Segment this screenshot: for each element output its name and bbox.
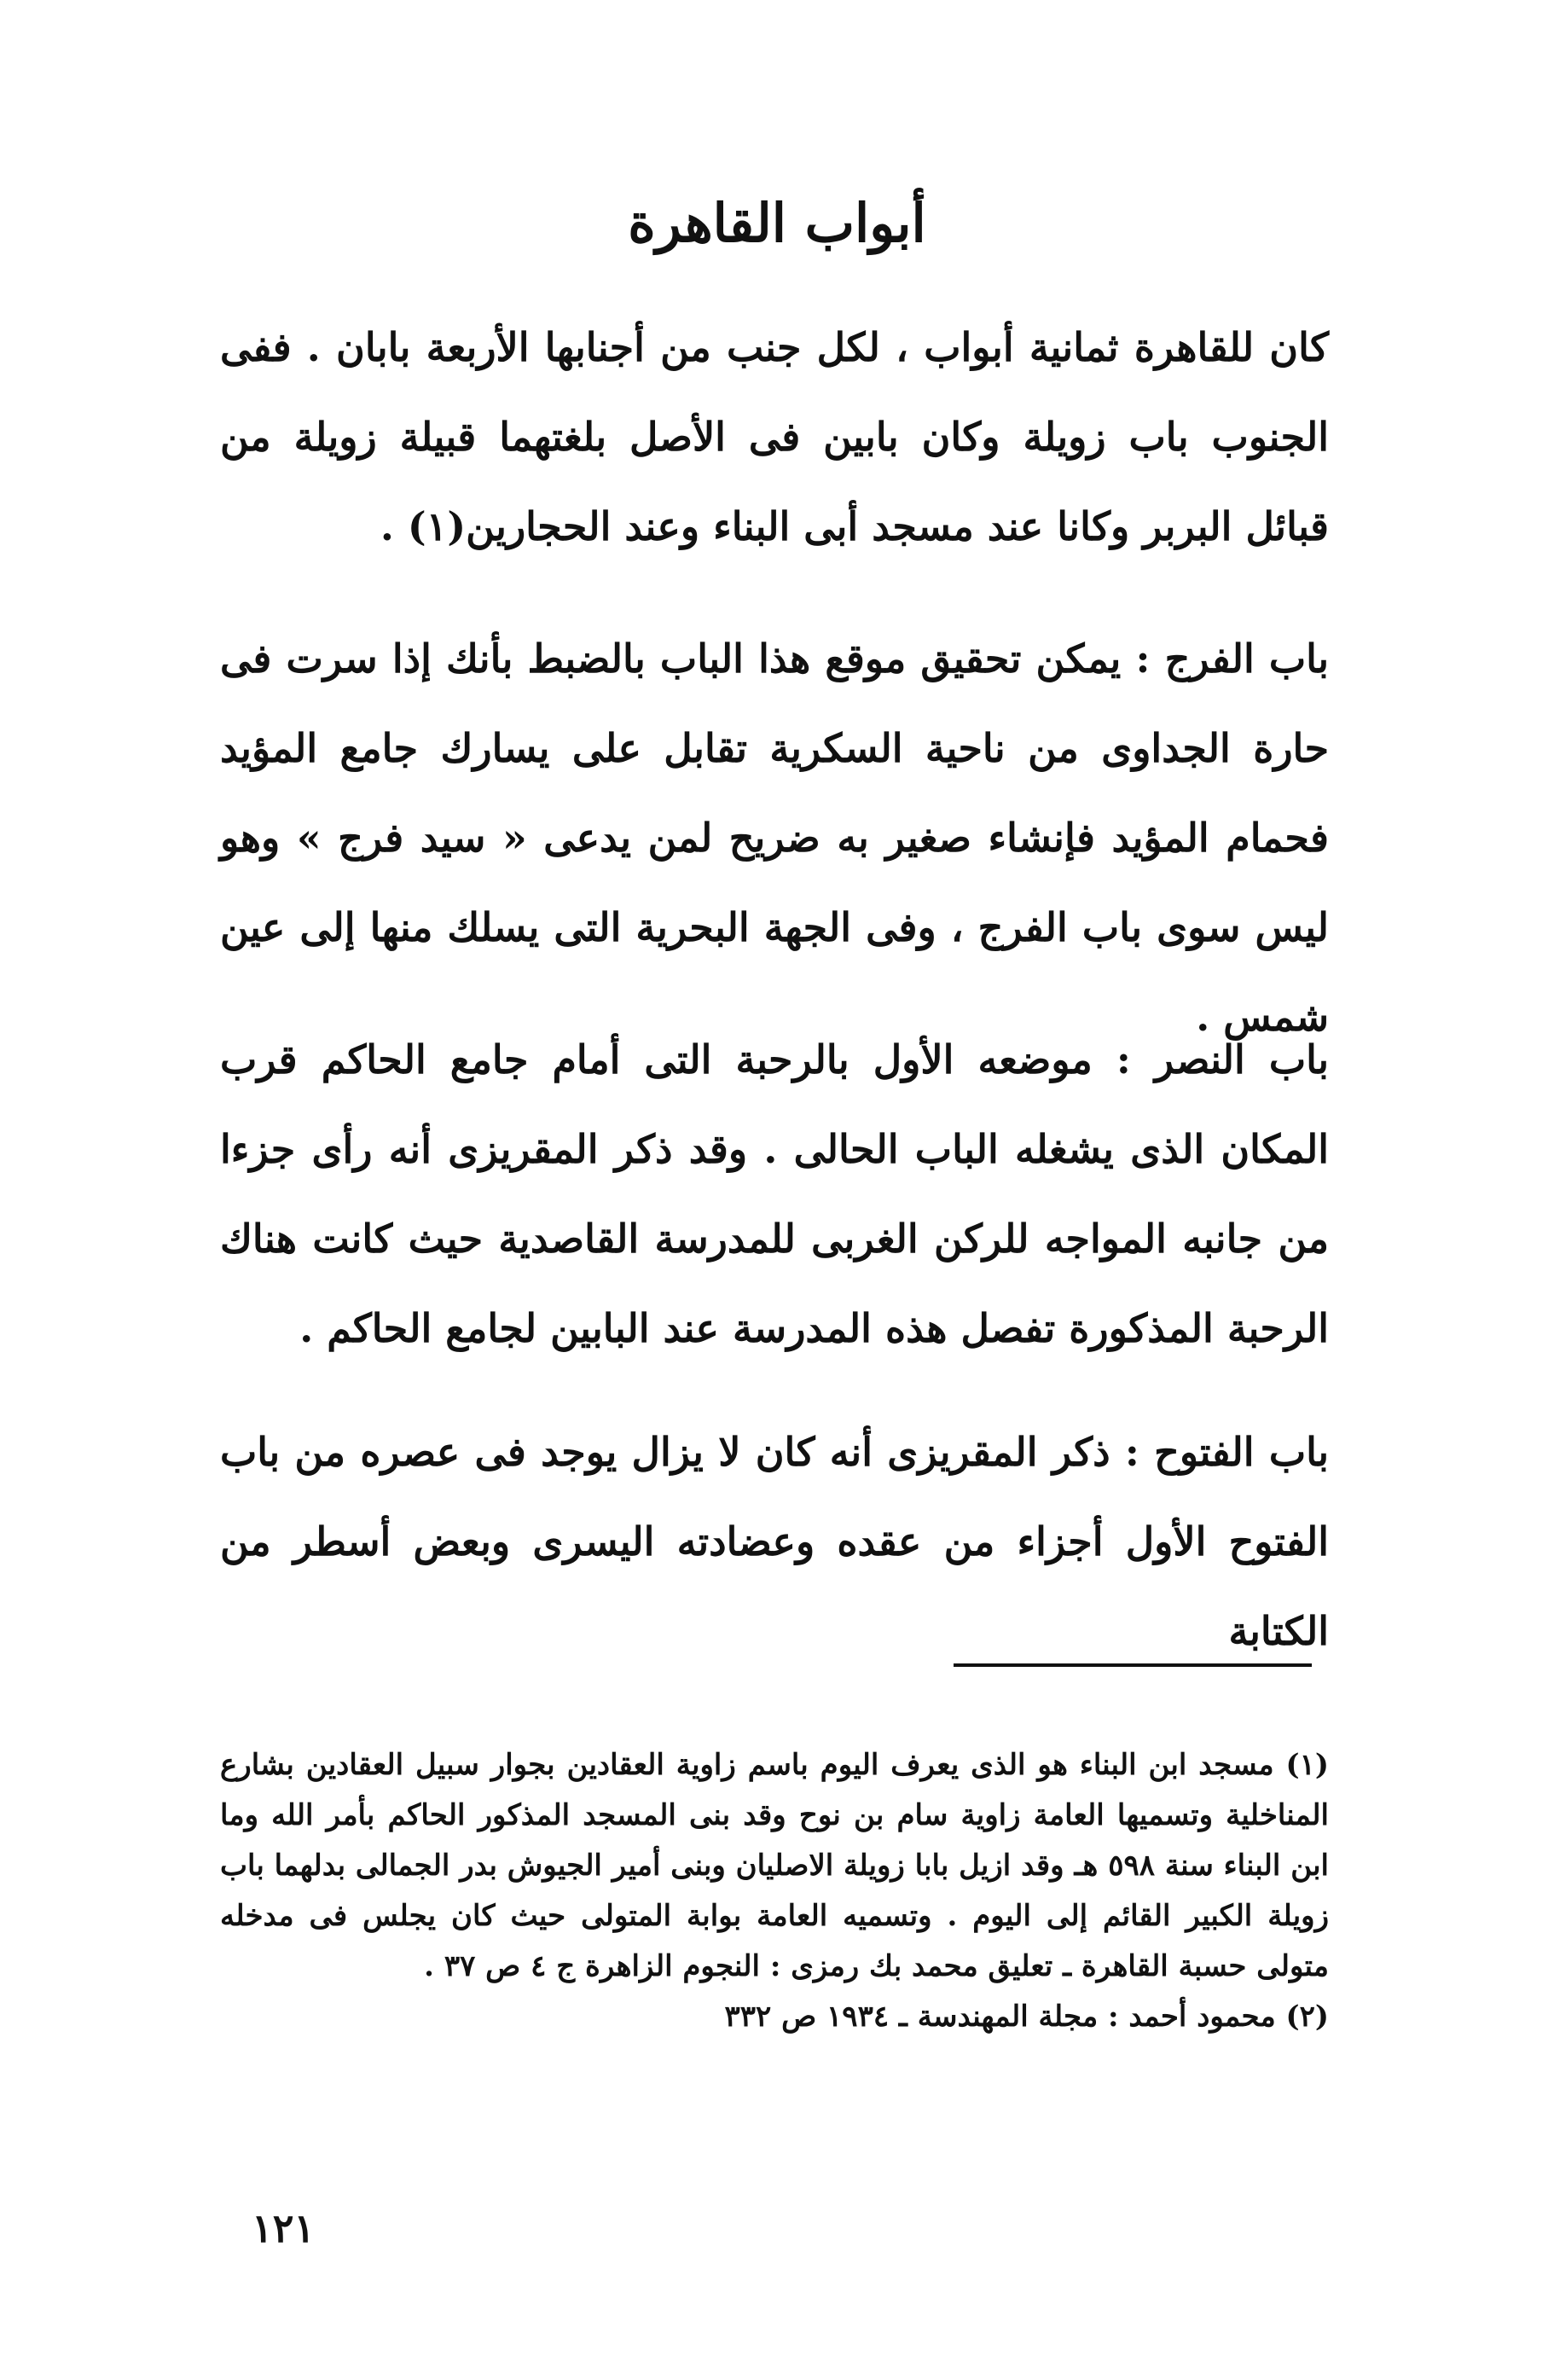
page-title: أبواب القاهرة: [628, 192, 926, 254]
footnote-divider: [954, 1663, 1312, 1667]
footnote-1: (١) مسجد ابن البناء هو الذى يعرف اليوم باسم زاوية العقادين بجوار سبيل العقادين بشارع المناخلية وتسميها العامة زاوية سام بن نوح وقد بنى المسجد المذكور الحاكم بأمر الله وما ابن البناء سنة ٥٩٨ هـ وقد ازيل بابا زويلة الاصليان وبنى أمير الجيوش بدر الجمالى بدلهما باب زويلة الكبير القائم إلى اليوم . وتسميه العامة بوابة المتولى حيث كان يجلس فى مدخله متولى حسبة القاهرة ـ تعليق محمد بك رمزى : النجوم الزاهرة ج ٤ ص ٣٧ .: [220, 1748, 1330, 1983]
page-number: ١٢١: [252, 2205, 316, 2251]
paragraph-bab-al-faraj: باب الفرج : يمكن تحقيق موقع هذا الباب بالضبط بأنك إذا سرت فى حارة الجداوى من ناحية السكرية تقابل على يسارك جامع المؤيد فحمام المؤيد فإنشاء صغير به ضريح لمن يدعى « سيد فرج » وهو ليس سوى باب الفرج ، وفى الجهة البحرية التى يسلك منها إلى عين شمس .: [220, 636, 1329, 1040]
footnote-2: (٢) محمود أحمد : مجلة المهندسة ـ ١٩٣٤ ص ٣٣٢: [724, 2000, 1329, 2034]
footnotes: [220, 1740, 1329, 2042]
paragraph-bab-al-nasr: باب النصر : موضعه الأول بالرحبة التى أمام جامع الحاكم قرب المكان الذى يشغله الباب الحالى . وقد ذكر المقريزى أنه رأى جزءا من جانبه المواجه للركن الغربى للمدرسة القاصدية حيث كانت هناك الرحبة المذكورة تفصل هذه المدرسة عند البابين لجامع الحاكم .: [220, 1036, 1329, 1351]
paragraph-bab-al-futuh: باب الفتوح : ذكر المقريزى أنه كان لا يزال يوجد فى عصره من باب الفتوح الأول أجزاء من عقده وعضادته اليسرى وبعض أسطر من الكتابة: [220, 1429, 1330, 1654]
paragraph-cairo-gates-intro: كان للقاهرة ثمانية أبواب ، لكل جنب من أجنابها الأربعة بابان . ففى الجنوب باب زويلة وكان بابين فى الأصل بلغتهما قبيلة زويلة من قبائل البربر وكانا عند مسجد أبى البناء وعند الحجارين(١) .: [220, 324, 1329, 549]
